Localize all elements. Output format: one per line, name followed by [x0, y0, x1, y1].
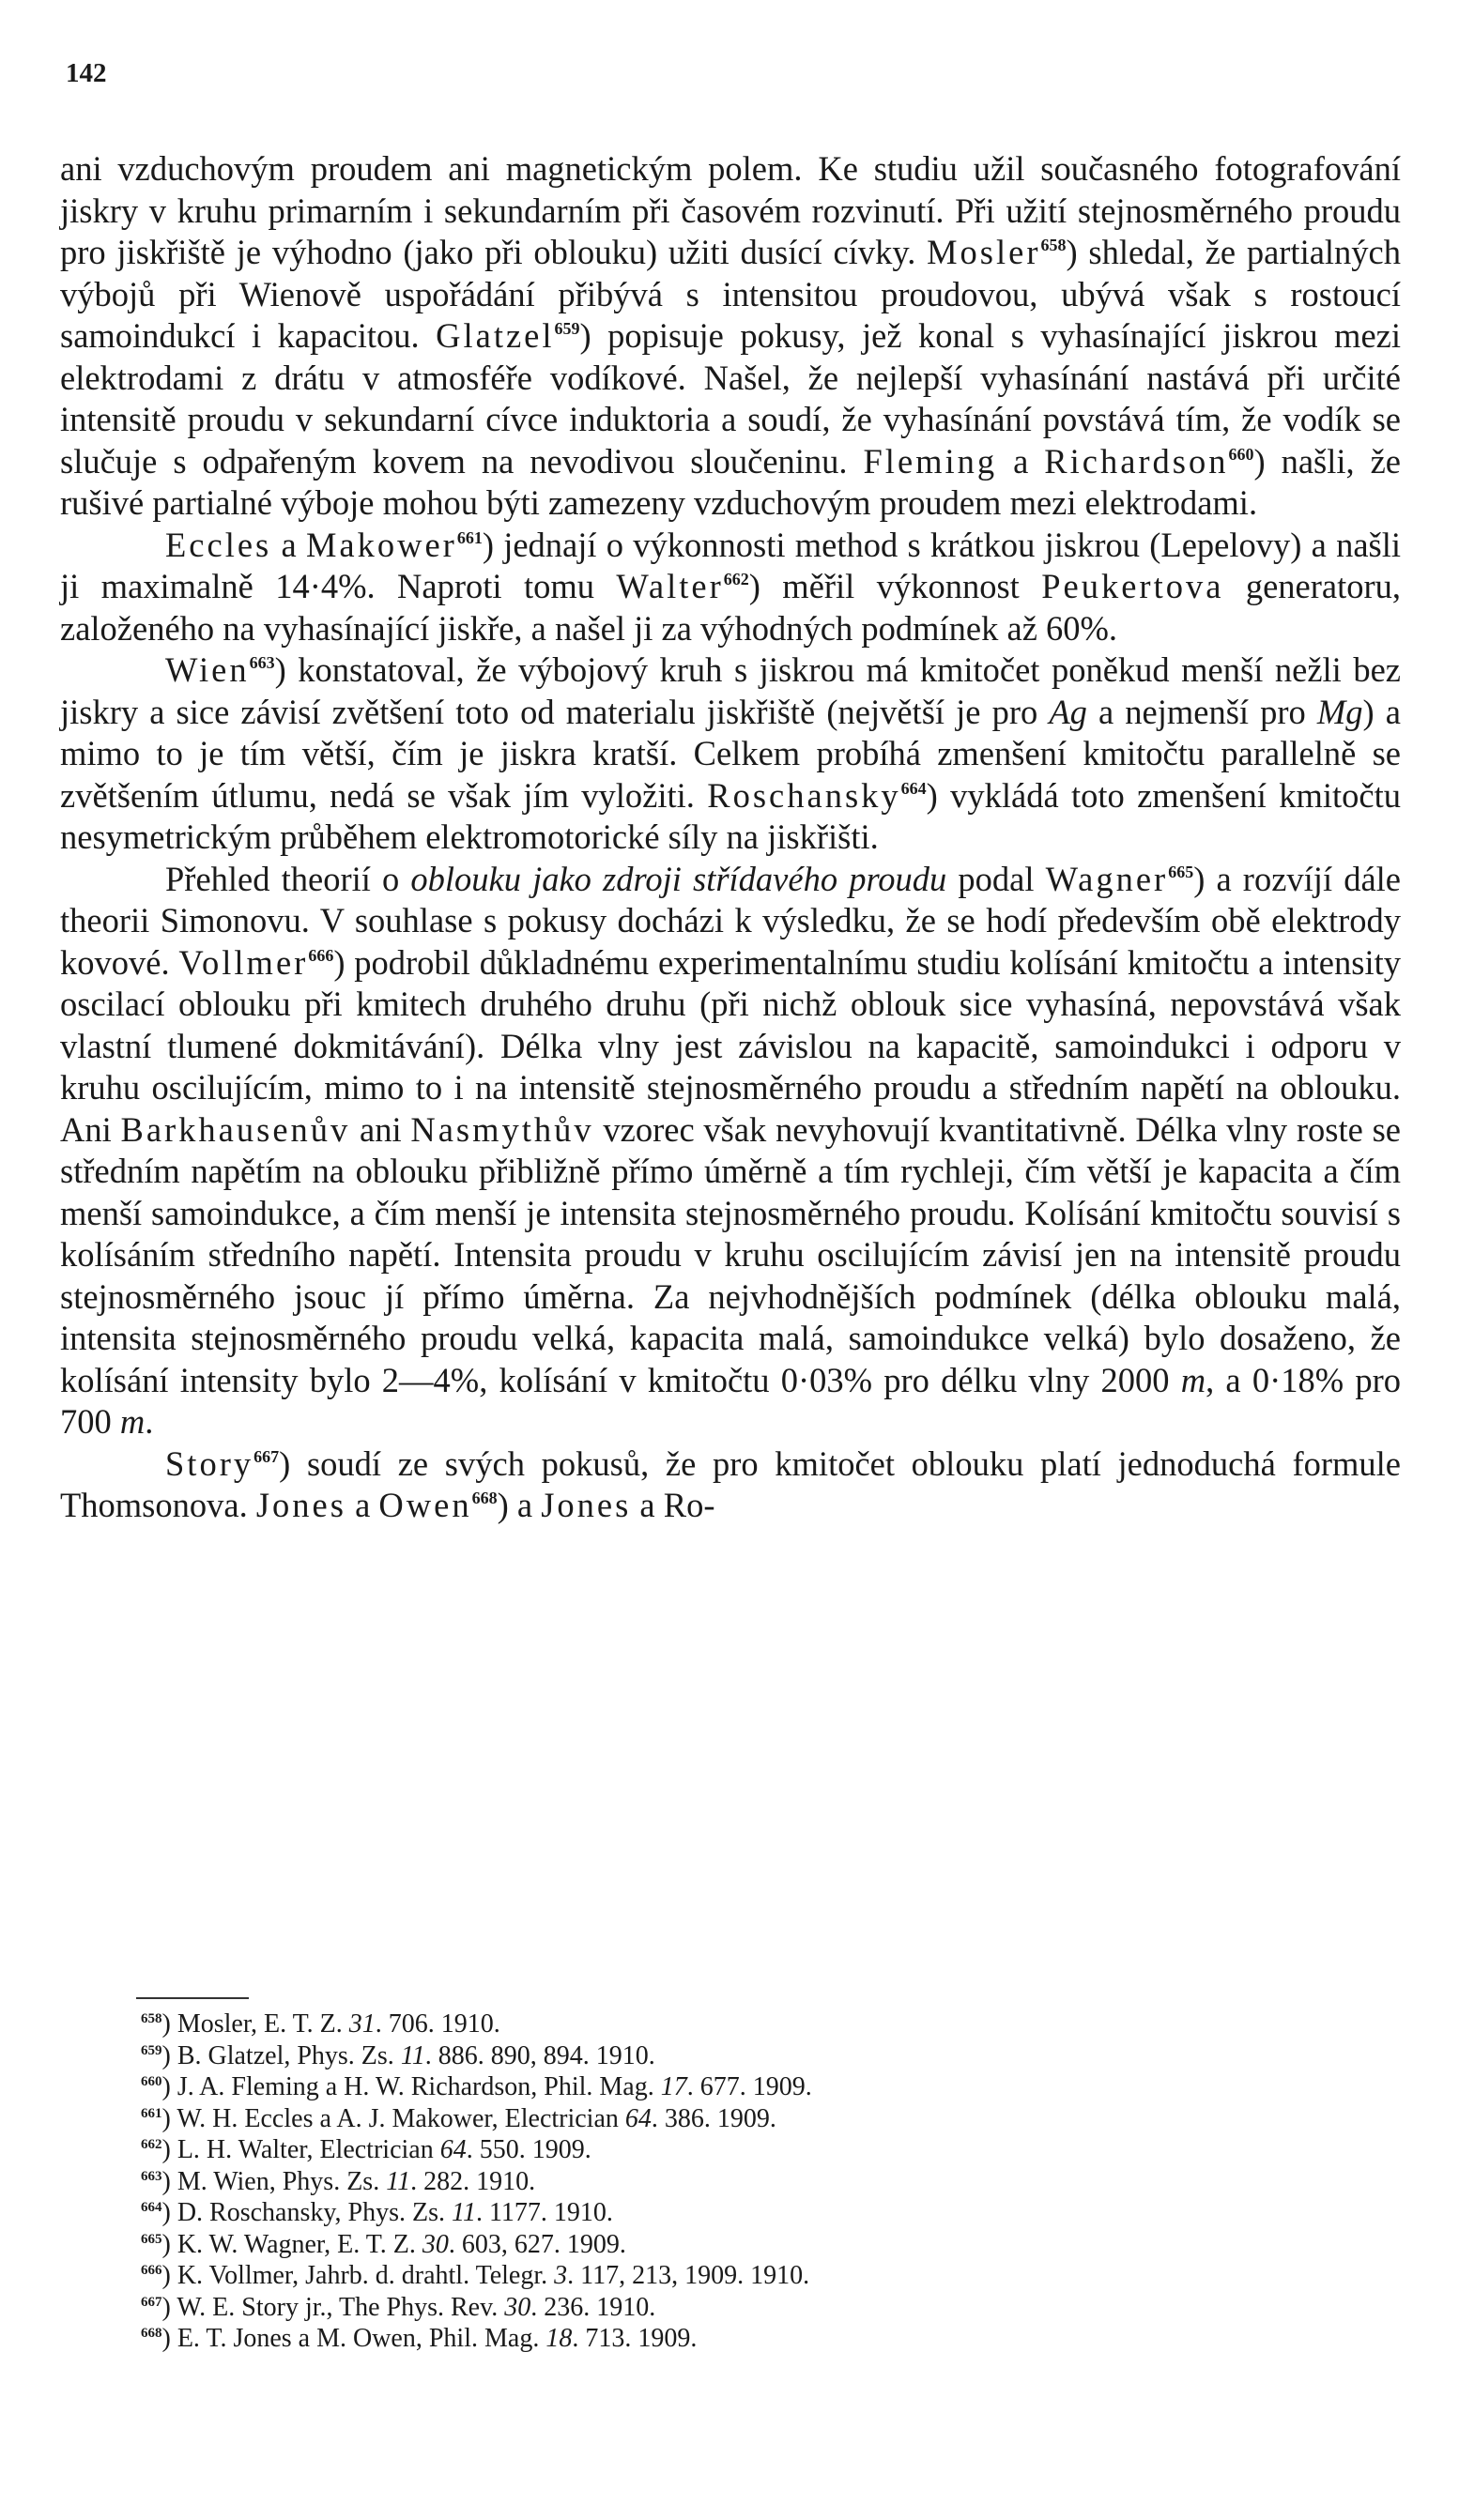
author-name: Barkhausenův	[120, 1109, 351, 1149]
footnote-number: 667	[141, 2294, 162, 2310]
author-name: Walter	[616, 567, 724, 605]
footnote-separator	[136, 1997, 249, 1999]
text-run: ) a mimo to je tím větší, čím je jiskra kratší. Celkem probíhá zmenšení kmitočtu parallelně se zvětšením útlumu, nedá se však jím vyložiti.	[60, 692, 1401, 815]
author-name: Owen	[378, 1486, 472, 1524]
author-name: Makower	[305, 525, 457, 564]
text-run: ) a rozvíjí dále theorii Simonovu. V souhlase s pokusy docházi k výsledku, že se hodí především obě elektrody kovové.	[60, 859, 1401, 982]
footnote-entry	[141, 2103, 1399, 2135]
text-run: ani	[350, 1109, 411, 1149]
italic-text: 30	[504, 2292, 531, 2322]
text-run: . 236. 1910.	[530, 2292, 656, 2322]
text-run: ) Mosler, E. T. Z.	[161, 2009, 349, 2039]
author-name: Roschansky	[707, 775, 901, 815]
footnotes	[141, 2008, 1399, 2355]
italic-text: 11	[400, 2040, 425, 2070]
text-run: . 1177. 1910.	[475, 2198, 613, 2227]
italic-text: 11	[386, 2166, 411, 2196]
footnote-entry	[141, 2229, 1399, 2261]
italic-text: Mg	[1316, 692, 1363, 731]
text-run: ) W. H. Eccles a A. J. Makower, Electrician	[161, 2103, 625, 2133]
text-run: ) E. T. Jones a M. Owen, Phil. Mag.	[161, 2324, 546, 2353]
footnote-ref: 665	[1168, 862, 1194, 881]
italic-text: oblouku jako zdroji střídavého proudu	[410, 859, 947, 898]
footnote-number: 659	[141, 2042, 162, 2058]
text-run: . 706. 1910.	[375, 2009, 500, 2039]
footnote-number: 661	[141, 2105, 162, 2121]
footnote-number: 662	[141, 2137, 162, 2152]
footnote-number: 658	[141, 2011, 162, 2026]
footnote-entry	[141, 2071, 1399, 2103]
italic-text: 31	[348, 2009, 376, 2039]
author-name: Jones	[255, 1486, 346, 1524]
text-run: ) W. E. Story jr., The Phys. Rev.	[161, 2292, 505, 2322]
text-run: generatoru, založeného na vyhasínající jiskře, a našel ji za výhodných podmínek až 60%.	[60, 567, 1401, 648]
text-run: ani vzduchovým proudem ani magnetickým polem. Ke studiu užil současného fotografování jiskry v kruhu primarním i sekundarním při časovém rozvinutí. Při užití stejnosměrného proudu pro jiskřiště je výhodno (jako při oblouku) užiti dusící cívky.	[60, 149, 1401, 271]
author-name: Peukertova	[1041, 567, 1224, 605]
text-run: ) K. W. Wagner, E. T. Z.	[161, 2229, 422, 2259]
italic-text: 64	[624, 2103, 652, 2133]
italic-text: 17	[660, 2072, 687, 2101]
footnote-number: 660	[141, 2074, 162, 2089]
footnote-ref: 666	[308, 945, 334, 965]
footnote-entry	[141, 2134, 1399, 2166]
italic-text: 11	[452, 2198, 476, 2227]
footnote-entry	[141, 2166, 1399, 2198]
author-name: Mosler	[927, 233, 1041, 271]
footnote-ref: 659	[554, 319, 580, 338]
text-run: a Ro-	[631, 1486, 715, 1524]
text-run: ) L. H. Walter, Electrician	[161, 2135, 440, 2164]
italic-text: Ag	[1049, 692, 1087, 731]
text-run: ) jednají o výkonnosti method s krátkou jiskrou (Lepelovy) a našli ji maximalně 14·4%. Naproti tomu	[60, 525, 1402, 605]
text-run: vzorec však nevyhovují kvantitativně. Délka vlny roste se středním napětím na oblouku přibližně přímo úměrně a tím rychleji, čím větší je kapacita a čím menší samoindukce, a čím menší je intensita stejnosměrného proudu. Kolísání kmitočtu souvisí s kolísáním středního napětí. Intensita proudu v kruhu oscilujícím závisí jen na intensitě proudu stejnosměrného jsouc jí přímo úměrna. Za nejvhodnějších podmínek (délka oblouku malá, intensita stejnosměrného proudu velká, kapacita malá, samoindukce velká) bylo dosaženo, že kolísání intensity bylo 2—4%, kolísání v kmitočtu 0·03% pro délku vlny 2000	[60, 1109, 1401, 1399]
text-run: . 713. 1909.	[572, 2324, 698, 2353]
author-name: Nasmythův	[410, 1109, 594, 1149]
italic-text: 3	[554, 2261, 568, 2290]
text-run: ) podrobil důkladnému experimentalnímu studiu kolísání kmitočtu a intensity oscilací oblouku při kmitech druhého druhu (při nichž oblouk sice vyhasíná, nepovstává však vlastní tlumené dokmitávání). Délka vlny jest závislou na kapacitě, samoindukci i odporu v kruhu oscilujícím, mimo to i na intensitě stejnosměrného proudu a středním napětí na oblouku. Ani	[60, 942, 1401, 1149]
footnote-entry	[141, 2008, 1399, 2040]
footnote-entry	[141, 2323, 1399, 2355]
text-run: . 282. 1910.	[410, 2166, 536, 2196]
text-run: a	[271, 525, 306, 564]
italic-text: 30	[422, 2229, 449, 2259]
text-run: ) měřil výkonnost	[748, 567, 1042, 605]
text-run: a	[997, 441, 1045, 481]
body-text	[60, 148, 1401, 1527]
italic-text: 64	[439, 2135, 467, 2164]
text-run: . 550. 1909.	[466, 2135, 591, 2164]
author-name: Wien	[165, 650, 250, 689]
text-run: ) a	[497, 1486, 542, 1524]
text-run: . 117, 213, 1909. 1910.	[567, 2261, 810, 2290]
text-run: a	[346, 1486, 379, 1524]
footnote-ref: 667	[253, 1446, 280, 1466]
footnote-number: 664	[141, 2200, 162, 2215]
text-run: . 886. 890, 894. 1910.	[424, 2040, 655, 2070]
footnote-number: 666	[141, 2263, 162, 2278]
paragraph	[60, 859, 1401, 1443]
text-run: ) konstatoval, že výbojový kruh s jiskrou má kmitočet poněkud menší nežli bez jiskry a sice závisí zvětšení toto od materialu jiskřiště (největší je pro	[60, 650, 1401, 731]
text-run: . 386. 1909.	[651, 2103, 776, 2133]
footnote-number: 663	[141, 2168, 162, 2184]
footnote-entry	[141, 2292, 1399, 2324]
footnote-number: 668	[141, 2326, 162, 2341]
text-run: podal	[946, 859, 1046, 898]
text-run: ) B. Glatzel, Phys. Zs.	[161, 2040, 401, 2070]
text-run: . 603, 627. 1909.	[448, 2229, 626, 2259]
text-run: . 677. 1909.	[686, 2072, 812, 2101]
text-run: Přehled theorií o	[165, 859, 411, 898]
author-name: Vollmer	[178, 942, 309, 982]
text-run: ) D. Roschansky, Phys. Zs.	[161, 2198, 453, 2227]
footnote-ref: 662	[723, 570, 749, 588]
text-run: ) soudí ze svých pokusů, že pro kmitočet oblouku platí jednoduchá formule Thomsonova.	[60, 1443, 1401, 1524]
footnote-ref: 664	[900, 778, 927, 798]
author-name: Richardson	[1044, 441, 1229, 481]
page-number: 142	[66, 58, 107, 88]
footnote-ref: 660	[1228, 444, 1254, 464]
text-run: ) vykládá toto zmenšení kmitočtu nesymetrickým průběhem elektromotorické síly na jiskřišti.	[60, 775, 1401, 856]
text-run: ) J. A. Fleming a H. W. Richardson, Phil. Mag.	[161, 2072, 661, 2101]
author-name: Story	[165, 1443, 254, 1483]
italic-text: 18	[545, 2324, 573, 2353]
footnote-entry	[141, 2260, 1399, 2292]
author-name: Fleming	[863, 441, 998, 481]
footnote-number: 665	[141, 2231, 162, 2247]
footnote-ref: 658	[1040, 236, 1067, 254]
footnote-ref: 668	[471, 1489, 498, 1507]
paragraph	[60, 148, 1401, 525]
paragraph	[60, 525, 1401, 650]
text-run: a nejmenší pro	[1086, 692, 1317, 731]
text-run: ) M. Wien, Phys. Zs.	[161, 2166, 387, 2196]
text-run: ) shledal, že partialných výbojů při Wienově uspořádání přibývá s intensitou proudovou, ubývá však s rostoucí samoindukcí i kapacitou.	[60, 233, 1402, 355]
italic-text: m	[1180, 1360, 1206, 1399]
author-name: Glatzel	[436, 316, 555, 355]
author-name: Wagner	[1045, 859, 1169, 898]
text-run: .	[145, 1402, 154, 1441]
text-run: ) popisuje pokusy, jež konal s vyhasínající jiskrou mezi elektrodami z drátu v atmosféře vodíkové. Našel, že nejlepší vyhasínání nastává při určité intensitě proudu v sekundarní cívce induktoria a soudí, že vyhasínání povstává tím, že vodík se slučuje s odpařeným kovem na nevodivou sloučeninu.	[60, 316, 1401, 481]
footnote-ref: 663	[249, 653, 275, 672]
italic-text: m	[119, 1402, 146, 1441]
paragraph	[60, 649, 1401, 859]
footnote-entry	[141, 2040, 1399, 2072]
text-run: , a 0·18% pro 700	[60, 1360, 1401, 1441]
text-run: ) K. Vollmer, Jahrb. d. drahtl. Telegr.	[161, 2261, 555, 2290]
paragraph	[60, 1443, 1401, 1527]
text-run: ) našli, že rušivé partialné výboje mohou býti zamezeny vzduchovým proudem mezi elektrodami.	[60, 441, 1402, 522]
footnote-ref: 661	[456, 527, 483, 547]
author-name: Eccles	[165, 525, 272, 564]
author-name: Jones	[541, 1486, 632, 1524]
footnote-entry	[141, 2197, 1399, 2229]
